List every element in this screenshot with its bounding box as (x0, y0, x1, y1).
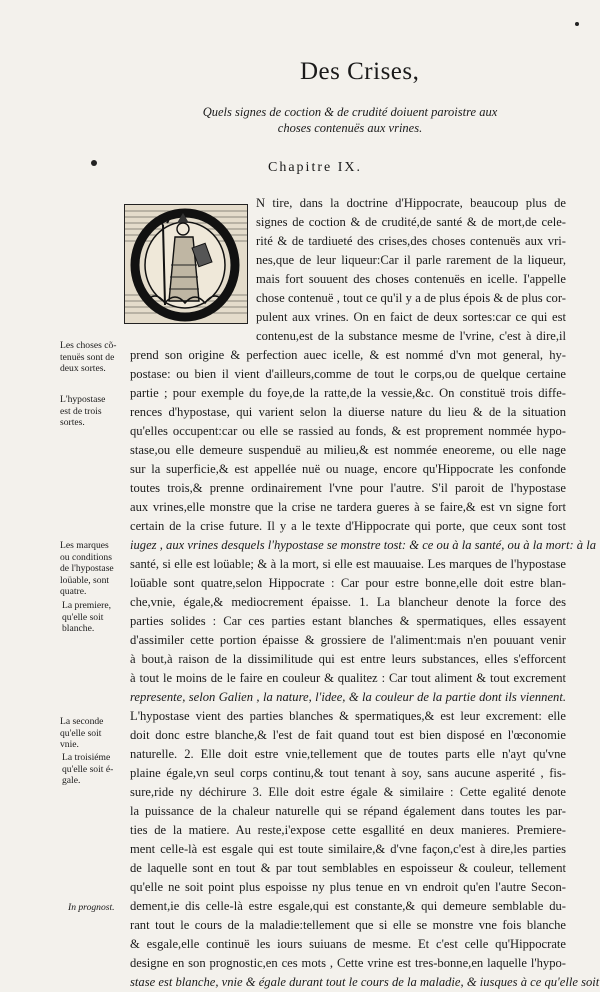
body-line: plaine égale,vn seul corps continu,& tout tenant à soy, sans aucune asperité , fis- (130, 766, 566, 780)
body-line: L'hypostase vient des parties blanches & spermatiques,& est leur excrement: elle (130, 709, 566, 723)
decorated-initial-woodcut (124, 204, 248, 324)
margin-note: La premiere, qu'elle soit blanche. (62, 600, 112, 634)
body-line: ment celle-là est esgale qui est toute similaire,& d'vne façon,c'est à dire,les parties (130, 842, 566, 856)
body-line: iugez , aux vrines desquels l'hypostase se monstre tost: & ce ou à la santé, ou à la mort: à la (130, 538, 597, 552)
body-line: à tout le moins de le faire en couleur & qualitez : Car tout aliment & tout excrement (130, 671, 566, 685)
subtitle-line-2: choses contenuës aux vrines. (277, 121, 423, 135)
body-line: rant tout le cours de la maladie:tellement que si elle se monstre vne fois blanche (130, 918, 566, 932)
body-line: loüable sont quatre,selon Hippocrate : Car pour estre bonne,elle doit estre blan- (130, 576, 566, 590)
body-line: santé, si elle est loüable; & à la mort, si elle est mauuaise. Les marques de l'hypostase (130, 557, 566, 571)
body-line: designe en son prognostic,en ces mots , Cette vrine est tres-bonne,en laquelle l'hypo- (130, 956, 566, 970)
body-line: de laquelle sont en tout & par tout semblables en espoisseur & couleur, tellement (130, 861, 566, 875)
body-line: dement,ie dis celle-là estre esgale,qui est constante,& qui demeure semblable du- (130, 899, 566, 913)
body-line: certain de la crise future. Il y a le texte d'Hippocrate qui porte, que ceux sont tost (130, 519, 566, 533)
body-line: rité & de tardiueté des crises,des choses contenuës aux vri- (256, 234, 566, 248)
body-line: la puissance de la chaleur naturelle qui se répand également dans toutes les par- (130, 804, 566, 818)
body-line: nes,que de leur liqueur:Car il parle rarement de la liqueur, (256, 253, 566, 267)
margin-note: La seconde qu'elle soit vnie. (60, 716, 104, 750)
subtitle-line-1: Quels signes de coction & de crudité doiuent paroistre aux (202, 105, 498, 119)
body-line: mais fort souuent des choses contenuës en icelle. I'appelle (256, 272, 566, 286)
body-line: sure,ride ny déchirure 3. Elle doit estre égale & similaire : Cette egalité denote (130, 785, 566, 799)
margin-note: L'hypostase est de trois sortes. (60, 394, 106, 428)
body-line: contenu,est de la substance mesme de l'vrine, c'est à dire,il (256, 329, 566, 343)
body-line: qu'elle ne soit point plus espoisse ny plus tenue en vn endroit qu'en l'autre Secon- (130, 880, 566, 894)
body-line: represente, selon Galien , la nature, l'idee, & la couleur de la partie dont ils viennent. (130, 690, 566, 704)
body-line: signes de coction & de crudité,de santé & de mort,de cele- (256, 215, 566, 229)
running-head: Des Crises, (300, 58, 420, 85)
body-line: doit donc estre blanche,& l'est de fait quand tout est bien disposé en l'œconomie (130, 728, 566, 742)
body-line: chose contenuë , tout ce qu'il y a de plus épois & de plus cor- (256, 291, 566, 305)
body-line: ties de la matiere. Au reste,i'expose cette esgallité en deux manieres. Premiere- (130, 823, 566, 837)
chapter-heading: Chapitre IX. (268, 160, 362, 175)
body-line: stase est blanche, vnie & égale durant tout le cours de la maladie, & iusques à ce qu'elle soit (130, 975, 600, 989)
body-line: à bout,à raison de la dissimilitude qui est entre leurs substances, elles s'efforcent (130, 652, 566, 666)
body-line: & esgale,elle continuë les iours suiuans de mesme. Et c'est celle qu'Hippocrate (130, 937, 566, 951)
chapter-subtitle (150, 104, 550, 136)
body-line: d'assimiler cette portion épaisse & grossiere de l'aliment:mais n'en pouuant venir (130, 633, 566, 647)
woodcut-illustration (125, 205, 247, 323)
body-line: partie ; pour exemple du foye,de la ratte,de la vessie,&c. On constituë trois diffe- (130, 386, 566, 400)
body-line: naturelle. 2. Elle doit estre vnie,tellement que de toutes parts elle n'ayt qu'vne (130, 747, 566, 761)
body-line: sur la superficie,& est appellée nuë ou nuage, encore qu'Hippocrate les confonde (130, 462, 566, 476)
margin-note: In prognost. (68, 902, 115, 913)
body-line: toutes trois,& prenne ordinairement l'vne pour l'autre. S'il paroit de l'hypostase (130, 481, 566, 495)
margin-note: La troisiéme qu'elle soit é- gale. (62, 752, 114, 786)
body-line: pulent aux vrines. On en faict de deux sortes:car ce qui est (256, 310, 566, 324)
body-line: parties solides : Car ces parties estant blanches & spermatiques, elles essayent (130, 614, 566, 628)
body-line: N tire, dans la doctrine d'Hippocrate, beaucoup plus de (256, 196, 566, 210)
margin-note: Les marques ou conditions de l'hypostase loüable, sont quatre. (60, 540, 114, 597)
body-line: postase: ou bien il vient d'ailleurs,comme de tout le corps,ou de quelque certaine (130, 367, 566, 381)
body-line: aux vrines,elle monstre que la crise ne tardera gueres à se faire,& est vn signe fort (130, 500, 566, 514)
body-line: qu'elles occupent:car ou elle se rassied au fonds, & est proprement nommée hypo- (130, 424, 566, 438)
body-line: stase,ou elle demeure suspenduë au milieu,& est nommée eneoreme, ou elle nage (130, 443, 566, 457)
ink-dot-2 (575, 22, 579, 26)
ink-dot-1 (91, 160, 97, 166)
body-line: prend son origine & perfection auec icelle, & est nommé d'vn mot general, hy- (130, 348, 566, 362)
body-line: che,vnie, égale,& mediocrement épaisse. 1. La blancheur denote la force des (130, 595, 566, 609)
body-line: rences d'hypostase, qui varient selon la diuerse nature du lieu & de la situation (130, 405, 566, 419)
margin-note: Les choses cõ- tenuës sont de deux sortes. (60, 340, 117, 374)
